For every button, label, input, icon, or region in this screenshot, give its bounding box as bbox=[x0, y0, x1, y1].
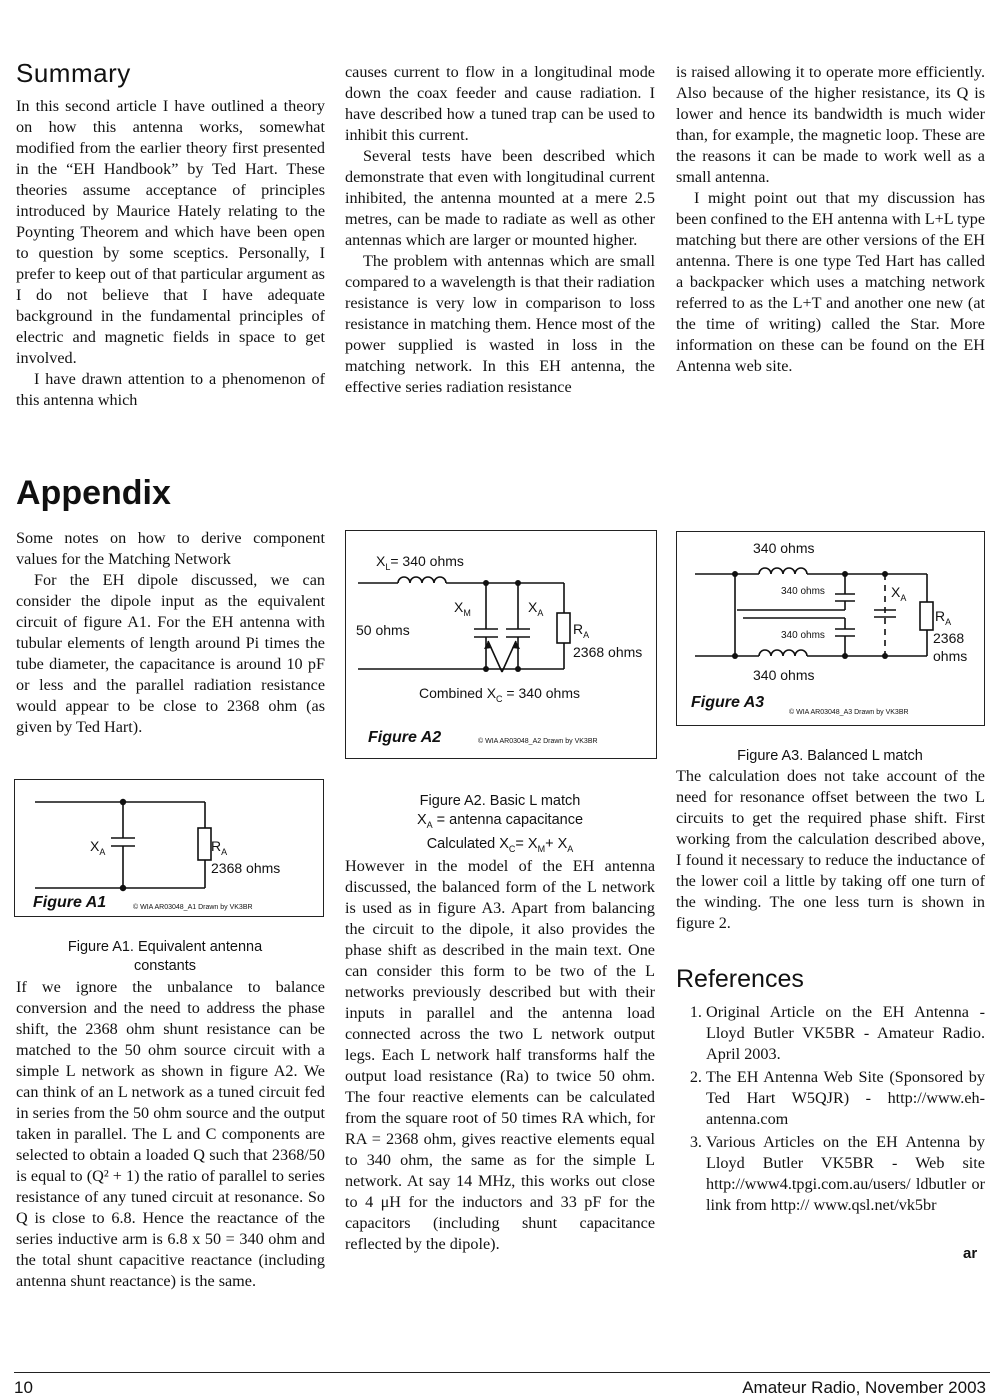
figure-a3-lower-capacitor-label: 340 ohms bbox=[781, 630, 825, 641]
figure-a3-ra-unit: ohms bbox=[933, 648, 968, 664]
summary-heading: Summary bbox=[16, 58, 131, 88]
summary-paragraph: Several tests have been described which demonstrate that even with longitudinal current inhibited, the antenna mounted at a mere 2.5 metres, can be made to radiate as well as other antennas which are larger or mounted higher. bbox=[345, 147, 655, 249]
references-list bbox=[676, 1002, 985, 1218]
figure-a2-ra-label: $R_A$ bbox=[573, 621, 590, 640]
page-number: 10 bbox=[14, 1378, 33, 1397]
figure-a3-label: Figure A3 bbox=[691, 694, 765, 711]
figure-a2 bbox=[345, 530, 657, 759]
figure-a3-caption: Figure A3. Balanced L match bbox=[737, 748, 923, 764]
figure-a2-source-label: 50 ohms bbox=[356, 622, 410, 638]
figure-a3-bottom-inductor-label: 340 ohms bbox=[753, 667, 815, 683]
reference-item: 1. Original Article on the EH Antenna - Lloyd Butler VK5BR - Amateur Radio. April 2003. bbox=[706, 1002, 985, 1065]
summary-column-1 bbox=[16, 96, 325, 411]
appendix-column-1-top bbox=[16, 528, 325, 738]
appendix-column-1-bottom bbox=[16, 977, 325, 1292]
figure-a1-ra-label: $R_A$ bbox=[211, 838, 228, 857]
figure-a3-ra-label: $R_A$ bbox=[935, 608, 952, 627]
publication-info: Amateur Radio, November 2003 bbox=[742, 1378, 986, 1397]
figure-a2-xl-label: $X_L= 340$ ohms bbox=[376, 553, 464, 572]
appendix-paragraph: The calculation does not take account of the need for resonance offset between the two L circuits to get the required phase shift. First working from the calculation described above, I found it necessary to reduce the inductance of the lower coil a little by taking off one turn of the winding. The one less turn is shown in figure 2. bbox=[676, 767, 985, 932]
appendix-paragraph: Some notes on how to derive component values for the Matching Network bbox=[16, 529, 325, 568]
summary-column-2 bbox=[345, 62, 655, 398]
figure-a2-caption-line2: $X_A$ = antenna capacitance bbox=[416, 812, 584, 830]
figure-a2-xm-label: $X_M$ bbox=[454, 599, 471, 618]
appendix-heading: Appendix bbox=[16, 474, 171, 512]
figure-a1-xa-label: $X_A$ bbox=[90, 838, 106, 857]
appendix-column-2 bbox=[345, 856, 655, 1255]
figure-a3-xa-label: $X_A$ bbox=[891, 584, 907, 603]
references-heading: References bbox=[676, 965, 804, 993]
figure-a3-upper-capacitor-label: 340 ohms bbox=[781, 586, 825, 597]
figure-a1-caption: Figure A1. Equivalent antenna constants bbox=[67, 939, 263, 974]
summary-paragraph: In this second article I have outlined a theory on how this antenna works, somewhat modified from the earlier theory first presented in the “EH Handbook” by Ted Hart. These theories assume acceptance of principles introduced by Maurice Hately relating to the Poynting Theorem and which have been open to question by some sceptics. Personally, I prefer to keep out of that particular argument as I do not believe that I have adequate background in the fundamental principles of electric and magnetic fields in space to get involved. bbox=[16, 97, 325, 367]
figure-a1 bbox=[14, 779, 324, 917]
figure-a2-xa-label: $X_A$ bbox=[528, 599, 544, 618]
appendix-paragraph: For the EH dipole discussed, we can consider the dipole input as the equivalent circuit of figure A1. For the EH antenna with tubular elements of length around Pi times the tube diameter, the capacitance is around 10 pF or less and the parallel radiation resistance would appear to be close to 2368 ohm (as given by Ted Hart). bbox=[16, 571, 325, 736]
figure-a3 bbox=[676, 531, 985, 726]
reference-item: 2. The EH Antenna Web Site (Sponsored by Ted Hart W5QJR) - http://www.eh-antenna.com bbox=[706, 1067, 985, 1130]
summary-paragraph: is raised allowing it to operate more efficiently. Also because of the higher resistance, its Q is lower and hence its bandwidth is much wider than, for example, the magnetic loop. These are the reasons it can be made to work well as a small antenna. bbox=[676, 63, 985, 186]
figure-a2-caption bbox=[355, 792, 645, 859]
figure-a2-credit: © WIA AR03048_A2 Drawn by VK3BR bbox=[478, 738, 598, 745]
figure-a2-caption-line3: Calculated $X_C= X_M+ X_A$ bbox=[426, 835, 574, 854]
footer-rule bbox=[14, 1372, 990, 1373]
summary-paragraph: The problem with antennas which are small compared to a wavelength is that their radiation resistance is very low in comparison to loss resistance in matching them. Hence most of the power supplied is wasted in loss in the matching network. In this EH antenna, the effective series radiation resistance bbox=[345, 252, 655, 396]
figure-a3-top-inductor-label: 340 ohms bbox=[753, 540, 815, 556]
summary-paragraph: I have drawn attention to a phenomenon of this antenna which bbox=[16, 370, 325, 409]
summary-column-3 bbox=[676, 62, 985, 377]
summary-paragraph: I might point out that my discussion has been confined to the EH antenna with L+L type matching but there are other versions of the EH antenna. There is one type Ted Hart has called a backpacker which uses a matching network referred to as the L+T and another one new (at the time of writing) called the Star. More information on these can be found on the EH Antenna web site. bbox=[676, 189, 985, 375]
figure-a2-caption-title: Figure A2. Basic L match bbox=[419, 793, 581, 809]
appendix-paragraph: However in the model of the EH antenna discussed, the balanced form of the L network is used as in figure A3. Apart from balancing the circuit to the dipole, it also provides the phase shift as described in the main text. One can consider this form to be two of the L networks previously described but with their inputs in parallel and the antenna load connected across the two L network output legs. Each L network half transforms half the output load resistance (Ra) to twice 50 ohm. The four reactive elements can be calculated from the square root of 50 times RA which, for RA = 2368 ohm, gives reactive elements equal to 340 ohm, the same as for the simple L network. At say 14 MHz, this works out close to 4 μH for the inductors and 33 pF for the capacitors (including shunt capacitance reflected by the dipole). bbox=[345, 857, 655, 1253]
figure-a1-ra-value: 2368 ohms bbox=[211, 860, 281, 876]
appendix-paragraph: If we ignore the unbalance to balance conversion and the need to address the phase shift, the 2368 ohm shunt resistance can be matched to the 50 ohm source circuit with a simple L network as shown in figure A2. We can think of an L network as a tuned circuit fed in series from the 50 ohm source and the output taken in parallel. The L and C components are selected to obtain a loaded Q such that 2368/50 is equal to (Q² + 1) the ratio of parallel to series resistance of any tuned circuit at resonance. So Q is close to 6.8. Hence the reactance of the series inductive arm is 6.8 x 50 = 340 ohm and the total shunt capacitive reactance (including antenna shunt reactance) is the same. bbox=[16, 978, 325, 1290]
appendix-column-3 bbox=[676, 766, 985, 934]
figure-a1-label: Figure A1 bbox=[33, 894, 107, 911]
figure-a1-credit: © WIA AR03048_A1 Drawn by VK3BR bbox=[133, 904, 253, 911]
figure-a2-ra-value: 2368 ohms bbox=[573, 644, 643, 660]
end-mark: ar bbox=[963, 1245, 978, 1262]
figure-a3-credit: © WIA AR03048_A3 Drawn by VK3BR bbox=[789, 709, 909, 716]
figure-a3-ra-value: 2368 bbox=[933, 630, 965, 646]
reference-item: 3. Various Articles on the EH Antenna by Lloyd Butler VK5BR - Web site http://www4.tpgi.com.au/users/ ldbutler or link from http:// www.qsl.net/vk5br bbox=[706, 1132, 985, 1216]
summary-paragraph: causes current to flow in a longitudinal mode down the coax feeder and cause radiation. I have described how a tuned trap can be used to inhibit this current. bbox=[345, 63, 655, 144]
figure-a2-combined-label: Combined $X_C = 340$ ohms bbox=[419, 685, 580, 704]
figure-a2-label: Figure A2 bbox=[368, 729, 442, 746]
